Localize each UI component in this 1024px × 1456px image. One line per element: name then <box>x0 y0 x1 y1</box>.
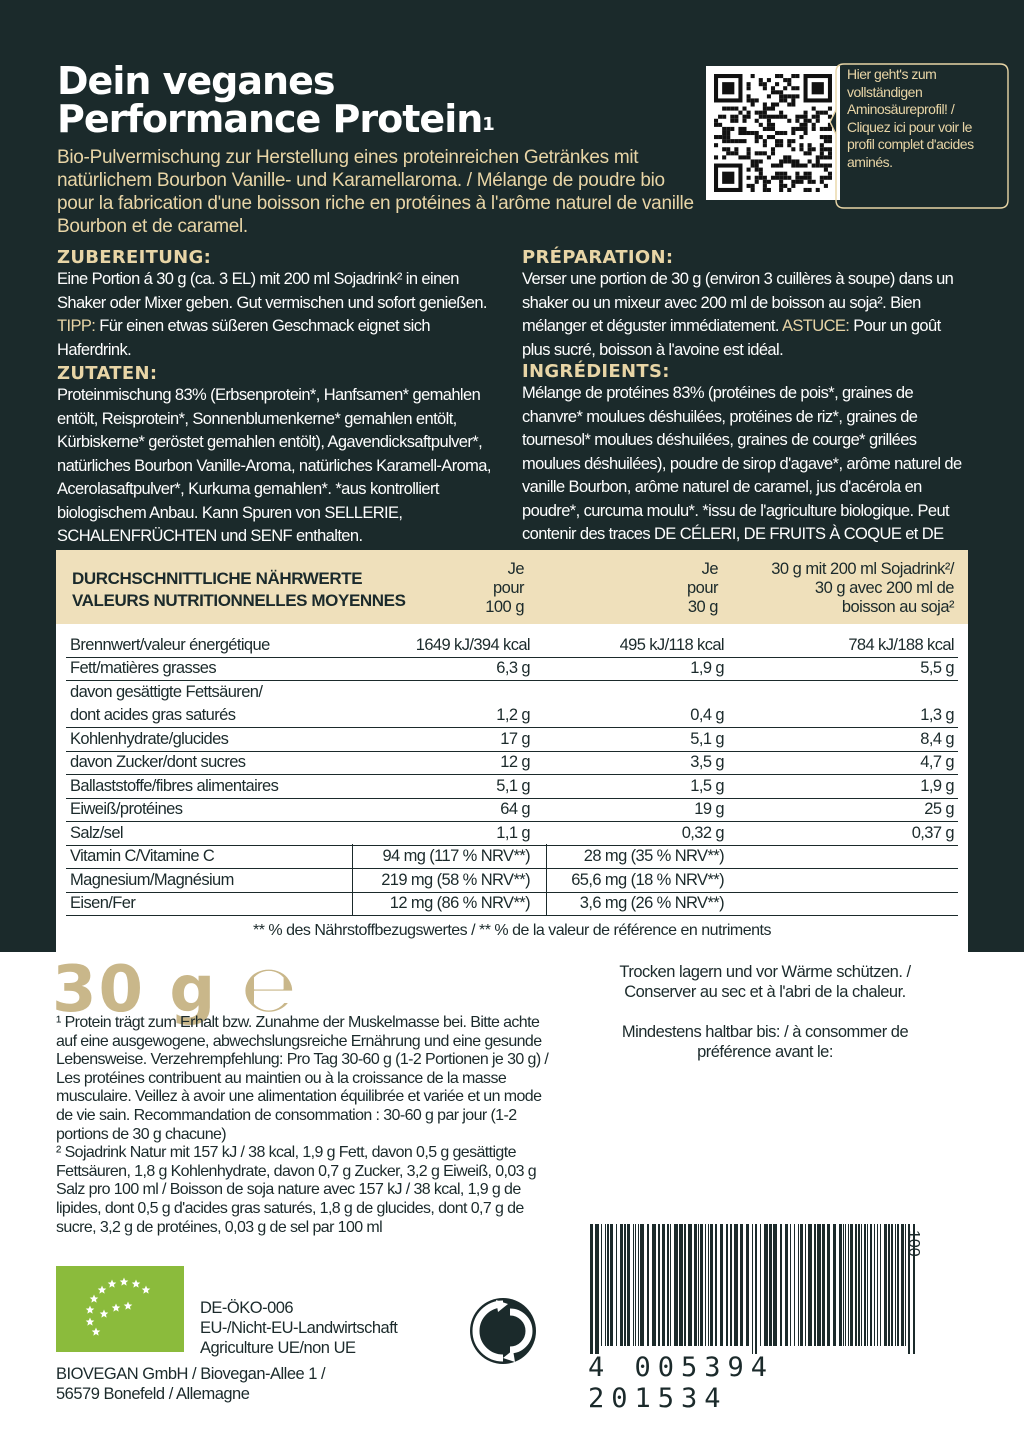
row-label: Eiweiß/protéines <box>70 800 183 818</box>
organic-origin-de: EU-/Nicht-EU-Landwirtschaft <box>200 1319 398 1337</box>
footnotes <box>56 1014 556 1237</box>
value-per-100g: 64 g <box>500 800 530 818</box>
organic-origin-fr: Agriculture UE/non UE <box>200 1339 356 1357</box>
table-row <box>66 681 958 728</box>
manufacturer <box>56 1364 325 1404</box>
table-divider <box>546 844 547 917</box>
qr-code-icon <box>714 74 832 192</box>
estimated-sign-icon: ℮ <box>241 953 299 1027</box>
barcode-side-number: 100 <box>905 1230 922 1257</box>
value-prepared: 8,4 g <box>920 729 954 748</box>
footnote-2: ² Sojadrink Natur mit 157 kJ / 38 kcal, 1,9 g Fett, davon 0,5 g gesättigte Fettsäuren, 1,8 g Kohlenhydrate, davon 0,7 g Zucker, 3,2 g Eiweiß, 0,03 g Salz pro 100 ml / Boisson de soja nature avec 157 kJ / 38 kcal, 1,9 g de lipides, dont 0,5 g d'acides gras saturés, 1,8 g de glucides, dont 0,7 g de sucre, 3,2 g de protéines, 0,03 g de sel par 100 ml <box>56 1144 537 1236</box>
value-per-100g: 1,2 g <box>496 706 530 724</box>
qr-caption: Hier geht's zum vollständigen Aminosäureprofil! / Cliquez ici pour voir le profil complet d'acides aminés. <box>847 66 974 170</box>
table-divider <box>352 844 353 917</box>
col-header-30g <box>687 560 718 617</box>
table-row <box>66 822 958 846</box>
eu-organic-logo-icon <box>56 1266 184 1352</box>
value-per-30g: 5,1 g <box>690 729 724 748</box>
fr-tip-body: Pour un goût plus sucré, boisson à l'avoine est idéal. <box>522 317 941 359</box>
product-subtitle: Bio-Pulvermischung zur Herstellung eines proteinreichen Getränkes mit natürlichem Bourbon Vanille- und Karamellaroma. / Mélange de poudre bio pour la fabrication d'une boisson riche en protéines à l'arôme naturel de vanille Bourbon et de caramel. <box>57 147 694 237</box>
value-per-30g: 1,9 g <box>690 659 724 677</box>
table-row <box>66 799 958 823</box>
value-prepared: 0,37 g <box>911 823 954 842</box>
nutrition-title-de: DURCHSCHNITTLICHE NÄHRWERTE <box>72 569 363 588</box>
row-label: davon gesättigte Fettsäuren/ <box>70 683 263 701</box>
row-label-2: dont acides gras saturés <box>70 706 236 724</box>
col-header-100g <box>485 560 524 617</box>
row-label: davon Zucker/dont sucres <box>70 753 246 771</box>
best-before-label: Mindestens haltbar bis: / à consommer de préférence avant le: <box>621 1023 909 1061</box>
qr-code[interactable] <box>706 66 840 200</box>
title-line-2-text: Performance Protein <box>57 97 483 141</box>
col1-line: Je <box>507 560 524 578</box>
col1-line: pour <box>492 579 524 597</box>
col2-line: pour <box>686 579 718 597</box>
table-row <box>66 893 958 917</box>
col3-line: boisson au soja² <box>841 598 954 616</box>
net-weight-value: 30 g <box>52 953 218 1027</box>
nutrition-table-header <box>56 550 968 624</box>
organic-info <box>200 1298 397 1358</box>
fr-preparation-body: Verser une portion de 30 g (environ 3 cuillères à soupe) dans un shaker ou un mixeur avec 200 ml de boisson au soja². Bien mélanger et déguster immédiatement. <box>522 270 954 335</box>
nutrition-rows <box>66 634 958 916</box>
fr-tip-label: ASTUCE: <box>781 317 850 335</box>
value-per-100g: 12 mg (86 % NRV**) <box>389 894 530 912</box>
row-label: Eisen/Fer <box>70 894 136 912</box>
value-per-100g: 6,3 g <box>496 659 530 677</box>
fr-preparation-heading: PRÉPARATION: <box>522 247 674 268</box>
organic-control-code: DE-ÖKO-006 <box>200 1299 294 1317</box>
manufacturer-line-2: 56579 Bonefeld / Allemagne <box>56 1385 250 1403</box>
value-per-30g: 1,5 g <box>690 776 724 795</box>
fr-preparation-text <box>522 268 972 362</box>
value-prepared: 25 g <box>924 800 954 818</box>
table-row <box>66 869 958 893</box>
value-per-30g: 3,6 mg (26 % NRV**) <box>579 894 724 912</box>
value-per-100g: 219 mg (58 % NRV**) <box>381 870 530 889</box>
storage-instructions: Trocken lagern und vor Wärme schützen. / Conserver au sec et à l'abri de la chaleur. <box>619 963 911 1001</box>
green-dot-recycling-icon <box>468 1296 538 1366</box>
table-row <box>66 634 958 658</box>
de-preparation-text <box>57 268 507 362</box>
row-label: Vitamin C/Vitamine C <box>70 847 215 865</box>
value-per-30g: 0,32 g <box>681 823 724 842</box>
value-per-100g: 94 mg (117 % NRV**) <box>382 847 530 865</box>
barcode <box>584 1224 920 1354</box>
de-tip-label: TIPP: <box>57 317 96 335</box>
de-ingredients-text: Proteinmischung 83% (Erbsenprotein*, Hanfsamen* gemahlen entölt, Reisprotein*, Sonnenblumenkerne* gemahlen entölt, Kürbiskerne* geröstet gemahlen entölt), Agavendicksaftpulver*, natürliches Bourbon Vanille-Aroma, natürliches Karamell-Aroma, Acerolasaftpulver*, Kurkuma gemahlen*. *aus kontrolliert biologischem Anbau. Kann Spuren von SELLERIE, SCHALENFRÜCHTEN und SENF enthalten. <box>57 386 491 545</box>
row-label: Fett/matières grasses <box>70 659 217 677</box>
value-per-30g: 0,4 g <box>690 706 724 724</box>
de-preparation-heading: ZUBEREITUNG: <box>57 247 212 268</box>
table-row <box>66 775 958 799</box>
value-prepared: 4,7 g <box>920 753 954 771</box>
value-per-30g: 495 kJ/118 kcal <box>619 635 724 654</box>
de-ingredients-heading: ZUTATEN: <box>57 363 158 384</box>
row-label: Ballaststoffe/fibres alimentaires <box>70 776 279 795</box>
de-preparation-body: Eine Portion á 30 g (ca. 3 EL) mit 200 ml Sojadrink² in einen Shaker oder Mixer geben. Gut vermischen und sofort genießen. <box>57 270 487 312</box>
nrv-footnote: ** % des Nährstoffbezugswertes / ** % de la valeur de référence en nutriments <box>253 922 771 939</box>
value-prepared: 1,9 g <box>920 776 954 795</box>
row-label: Brennwert/valeur énergétique <box>70 635 270 654</box>
ean-number: 4 005394 201534 <box>588 1352 775 1414</box>
col2-line: Je <box>701 560 718 578</box>
col2-line: 30 g <box>687 598 718 616</box>
value-per-30g: 3,5 g <box>690 753 724 771</box>
table-row <box>66 752 958 776</box>
table-row <box>66 658 958 682</box>
value-per-100g: 1649 kJ/394 kcal <box>415 635 530 654</box>
col3-line: 30 g avec 200 ml de <box>814 579 954 597</box>
value-per-100g: 5,1 g <box>496 776 530 795</box>
value-per-100g: 1,1 g <box>496 823 530 842</box>
nutrition-table <box>56 550 968 952</box>
row-label: Magnesium/Magnésium <box>70 870 234 889</box>
footnote-1: ¹ Protein trägt zum Erhalt bzw. Zunahme der Muskelmasse bei. Bitte achte auf eine ausgewogene, abwechslungsreiche Ernährung und eine gesunde Lebensweise. Verzehrempfehlung: Pro Tag 30-60 g (1-2 Portionen je 30 g) / Les protéines contribuent au maintien ou à la croissance de la masse musculaire. Veillez à avoir une alimentation équilibrée et variée et un mode de vie sain. Recommandation de consommation : 30-60 g par jour (1-2 portions de 30 g chacune) <box>56 1014 549 1143</box>
value-prepared: 5,5 g <box>920 659 954 677</box>
nutrition-title <box>72 568 406 612</box>
value-per-30g: 28 mg (35 % NRV**) <box>583 847 724 865</box>
fr-ingredients-text: Mélange de protéines 83% (protéines de pois*, graines de chanvre* moulues déshuilées, protéines de riz*, graines de tournesol* moulues déshuilées, graines de courge* grillées moulues déshuilées), poudre de sirop d'agave*, arôme naturel de vanille Bourbon, arôme naturel de caramel, jus d'acérola en poudre*, curcuma moulu*. *issu de l'agriculture biologique. Peut contenir des traces DE CÉLERI, DE FRUITS À COQUE et DE <box>522 384 962 543</box>
table-row <box>66 846 958 870</box>
value-per-30g: 19 g <box>694 800 724 818</box>
value-per-100g: 17 g <box>500 729 530 748</box>
nutrition-title-fr: VALEURS NUTRITIONNELLES MOYENNES <box>72 591 406 610</box>
col1-line: 100 g <box>485 598 524 616</box>
fr-ingredients-heading: INGRÉDIENTS: <box>522 361 670 382</box>
de-tip-body: Für einen etwas süßeren Geschmack eignet sich Haferdrink. <box>57 317 430 359</box>
table-row <box>66 728 958 752</box>
row-label: Kohlenhydrate/glucides <box>70 729 229 748</box>
value-per-30g: 65,6 mg (18 % NRV**) <box>571 870 724 889</box>
manufacturer-line-1: BIOVEGAN GmbH / Biovegan-Allee 1 / <box>56 1365 326 1383</box>
value-per-100g: 12 g <box>500 753 530 771</box>
product-title <box>57 59 717 141</box>
title-line-2 <box>57 97 717 141</box>
value-prepared: 784 kJ/188 kcal <box>848 635 954 654</box>
title-line-1: Dein veganes <box>57 59 335 103</box>
col3-line: 30 g mit 200 ml Sojadrink²/ <box>771 560 954 578</box>
title-footnote-mark: 1 <box>482 114 494 135</box>
col-header-prepared <box>771 560 954 617</box>
value-prepared: 1,3 g <box>920 706 954 724</box>
row-label: Salz/sel <box>70 823 123 842</box>
